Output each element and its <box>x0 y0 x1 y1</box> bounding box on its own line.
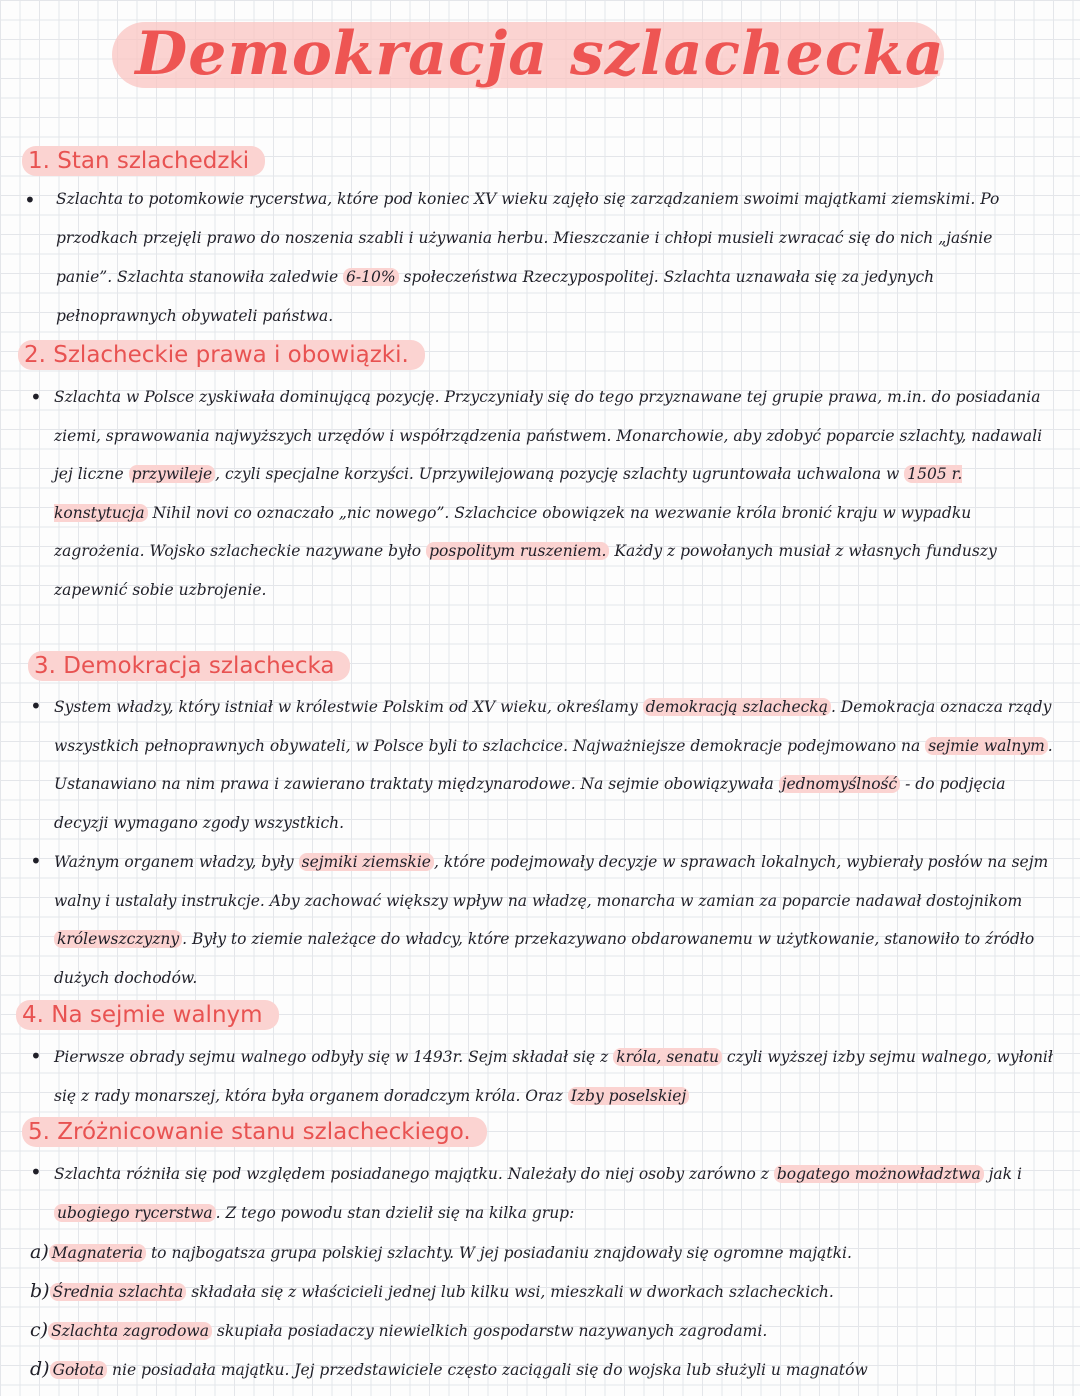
bullet: • <box>30 1160 42 1184</box>
section-heading-5 <box>22 1117 487 1147</box>
paragraph-text: , czyli specjalne korzyści. Uprzywilejowaną pozycję szlachty ugruntowała uchwalona w <box>215 465 905 483</box>
list-marker: d) <box>30 1358 50 1380</box>
highlighted-text: Izby poselskiej <box>568 1087 690 1105</box>
list-marker: c) <box>30 1319 49 1341</box>
page-title: Demokracja szlachecka <box>135 19 945 89</box>
list-term: Magnateria <box>49 1244 146 1262</box>
paragraph-text: . Były to ziemie należące do władcy, które przekazywano obdarowanemu w użytkowanie, stanowiło to źródło dużych dochodów. <box>54 930 1035 987</box>
list-term: Średnia szlachta <box>50 1283 187 1301</box>
paragraph-text: Szlachta w Polsce zyskiwała dominującą pozycję. Przyczyniały się do tego przyznawane tej grupie prawa, m.in. do posiadania ziemi, sprawowania najwyższych urzędów i współrządzenia państwem. Monarchowie, aby zdobyć poparcie szlachty, nadawali jej liczne <box>54 388 1043 483</box>
list-item <box>30 1275 1050 1308</box>
paragraph-text: Szlachta to potomkowie rycerstwa, które pod koniec XV wieku zajęło się zarządzaniem swoimi majątkami ziemskimi. Po przodkach przejęli prawo do noszenia szabli i używania herbu. Mieszczanie i chłopi musieli zwracać się do nich „jaśnie panie”. Szlachta stanowiła zaledwie <box>56 190 1000 286</box>
list-text: nie posiadała majątku. Jej przedstawiciele często zaciągali się do wojska lub służyli u magnatów <box>107 1361 868 1379</box>
list-item <box>30 1314 1050 1347</box>
list-term: Szlachta zagrodowa <box>48 1322 212 1340</box>
paragraph-text: jak i <box>983 1165 1022 1183</box>
bullet: • <box>30 694 42 718</box>
paragraph-text: Nihil novi co oznaczało „nic nowego”. Szlachcice obowiązek na wezwanie króla bronić kraju w wypadku zagrożenia. Wojsko szlacheckie nazywane było <box>54 503 972 560</box>
section-heading-4-text: 4. Na sejmie walnym <box>16 1000 279 1030</box>
paragraph-text: - do podjęcia decyzji wymagano zgody wszystkich. <box>54 775 1006 832</box>
section-2-paragraph-1 <box>54 378 1054 609</box>
section-4-paragraph-1 <box>54 1038 1054 1115</box>
bullet: • <box>24 188 36 212</box>
paragraph-text: . Ustanawiano na nim prawa i zawierano traktaty międzynarodowe. Na sejmie obowiązywała <box>54 736 1053 793</box>
list-item <box>30 1236 1050 1269</box>
bullet: • <box>30 385 42 409</box>
section-heading-3-text: 3. Demokracja szlachecka <box>28 651 350 681</box>
bullet: • <box>30 849 42 873</box>
section-3-paragraph-1 <box>54 688 1054 842</box>
list-text: skupiała posiadaczy niewielkich gospodarstw nazywanych zagrodami. <box>211 1322 768 1340</box>
highlighted-text: jednomyślność <box>779 775 901 793</box>
paragraph-text: czyli wyższej izby sejmu walnego, wyłonił się z rady monarszej, która była organem doradczym króla. Oraz <box>54 1048 1053 1105</box>
list-text: to najbogatsza grupa polskiej szlachty. W jej posiadaniu znajdowały się ogromne majątki. <box>146 1244 852 1262</box>
highlighted-text: króla, senatu <box>613 1048 722 1066</box>
highlighted-text: pospolitym ruszeniem. <box>426 542 609 560</box>
highlighted-text: sejmiki ziemskie <box>299 853 434 871</box>
paragraph-text: System władzy, który istniał w królestwie Polskim od XV wieku, określamy <box>54 698 643 716</box>
paragraph-text: , które podejmowały decyzje w sprawach lokalnych, wybierały posłów na sejm walny i ustalały instrukcje. Aby zachować większy wpływ na władzę, monarcha w zamian za poparcie nadawał dostojnikom <box>54 853 1049 910</box>
bullet: • <box>30 1044 42 1068</box>
section-heading-1-text: 1. Stan szlachedzki <box>22 146 265 176</box>
section-1-paragraph-1 <box>56 180 1046 336</box>
paragraph-text: Szlachta różniła się pod względem posiadanego majątku. Należały do niej osoby zarówno z <box>54 1165 774 1183</box>
section-heading-2-text: 2. Szlacheckie prawa i obowiązki. <box>18 340 425 370</box>
paragraph-text: Pierwsze obrady sejmu walnego odbyły się w 1493r. Sejm składał się z <box>54 1048 614 1066</box>
list-item <box>30 1353 1050 1386</box>
section-3-paragraph-2 <box>54 843 1054 997</box>
paragraph-text: Ważnym organem władzy, były <box>54 853 299 871</box>
highlighted-text: bogatego możnowładztwa <box>774 1165 984 1183</box>
paragraph-text: . Demokracja oznacza rządy wszystkich pełnoprawnych obywateli, w Polsce byli to szlachcice. Najważniejsze demokracje podejmowano na <box>54 698 1052 755</box>
section-heading-2 <box>18 340 425 370</box>
list-marker: a) <box>30 1241 49 1263</box>
section-5-paragraph-1 <box>54 1155 1054 1232</box>
section-heading-4 <box>16 1000 279 1030</box>
paragraph-text: . Z tego powodu stan dzielił się na kilka grup: <box>215 1203 575 1222</box>
section-heading-5-text: 5. Zróżnicowanie stanu szlacheckiego. <box>22 1117 487 1147</box>
highlighted-text: królewszczyzny <box>54 930 182 948</box>
highlighted-text: ubogiego rycerstwa <box>54 1204 216 1222</box>
paragraph-text: Każdy z powołanych musiał z własnych funduszy zapewnić sobie uzbrojenie. <box>54 542 997 599</box>
paragraph-text: społeczeństwa Rzeczypospolitej. Szlachta uznawała się za jedynych pełnoprawnych obywateli państwa. <box>56 268 935 325</box>
title-area <box>0 4 1080 104</box>
section-heading-1 <box>22 146 265 176</box>
highlighted-text: 6-10% <box>343 268 399 286</box>
list-term: Gołota <box>50 1361 108 1379</box>
list-marker: b) <box>30 1280 50 1302</box>
highlighted-text: przywileje <box>129 465 216 483</box>
highlighted-text: demokracją szlachecką <box>643 698 831 716</box>
highlighted-text: sejmie walnym <box>925 737 1048 755</box>
section-heading-3 <box>28 651 350 681</box>
highlighted-text: 1505 r. konstytucja <box>54 465 963 522</box>
list-text: składała się z właścicieli jednej lub kilku wsi, mieszkali w dworkach szlacheckich. <box>186 1283 834 1301</box>
